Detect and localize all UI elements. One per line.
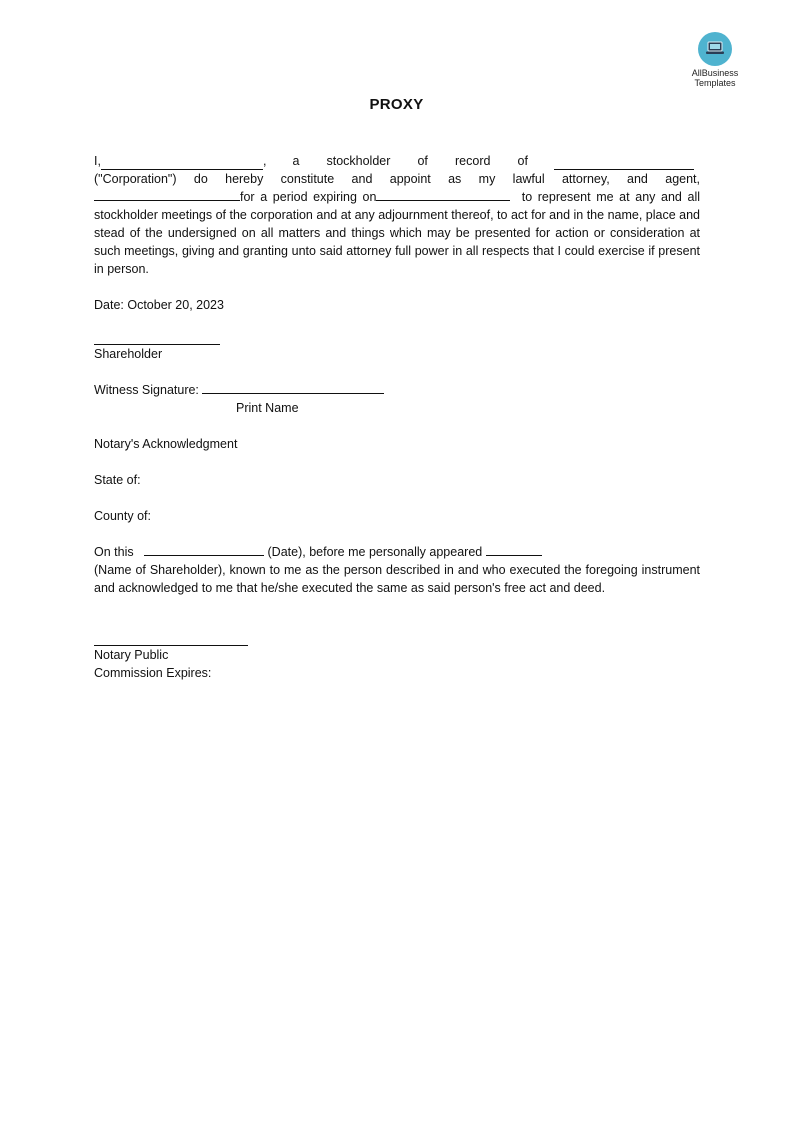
brand-name [684, 68, 746, 88]
brand-line-1: AllBusiness [691, 68, 739, 78]
acknowledgment-paragraph [94, 543, 700, 597]
corporation-name-blank[interactable] [554, 157, 694, 170]
shareholder-label: Shareholder [94, 347, 163, 361]
attorney-name-blank[interactable] [94, 188, 240, 201]
document-body [94, 152, 700, 682]
text-date-before: (Date), before me personally appeared [267, 545, 483, 559]
corporation-clause: ("Corporation") do hereby constitute and appoint as my lawful attorney, and agent, [94, 172, 700, 186]
witness-label: Witness Signature: [94, 383, 199, 397]
text-i: I, [94, 154, 101, 168]
witness-signature-blank[interactable] [202, 381, 384, 394]
proxy-first-line [94, 152, 700, 170]
notary-heading: Notary's Acknowledgment [94, 437, 238, 451]
expiration-date-blank[interactable] [376, 188, 510, 201]
stockholder-name-group [101, 152, 266, 170]
ack-rest: (Name of Shareholder), known to me as the person described in and who executed the foregoing instrument and acknowledged to me that he/she executed the same as said person's free act and deed. [94, 563, 700, 595]
document-title: PROXY [369, 96, 424, 113]
commission-expires-label: Commission Expires: [94, 666, 212, 680]
period-and-represent-text [94, 188, 700, 278]
ack-date-blank[interactable] [144, 543, 264, 556]
laptop-icon [698, 32, 732, 66]
print-name-label: Print Name [236, 401, 299, 415]
text-comma: , [262, 154, 267, 168]
notary-signature-line[interactable] [94, 633, 248, 646]
word-record: record [455, 154, 491, 168]
word-of-2: of [517, 154, 528, 168]
witness-signature-row [94, 381, 700, 399]
stockholder-of-record-text [292, 152, 528, 170]
shareholder-signature-line[interactable] [94, 332, 220, 345]
word-a: a [292, 154, 300, 168]
ack-first-line [94, 543, 700, 561]
brand-line-2: Templates [694, 78, 736, 88]
proxy-paragraph [94, 152, 700, 278]
ack-name-blank[interactable] [486, 543, 542, 556]
brand-logo [684, 32, 746, 88]
state-label: State of: [94, 473, 141, 487]
text-for-period: for a period expiring on [240, 190, 377, 204]
word-of: of [417, 154, 428, 168]
text-on-this: On this [94, 545, 134, 559]
date-line: Date: October 20, 2023 [94, 298, 224, 312]
county-label: County of: [94, 509, 151, 523]
notary-public-label: Notary Public [94, 648, 169, 662]
text-represent: to represent me at any and all stockholder meetings of the corporation and at any adjournment thereof, to act for and in the name, place and stead of the undersigned on all matters and things which may be presented for action or consideration at such meetings, giving and granting unto said attorney full power in all respects that I could exercise if present in person. [94, 190, 700, 276]
stockholder-name-blank[interactable] [101, 157, 263, 170]
word-stockholder: stockholder [326, 154, 391, 168]
